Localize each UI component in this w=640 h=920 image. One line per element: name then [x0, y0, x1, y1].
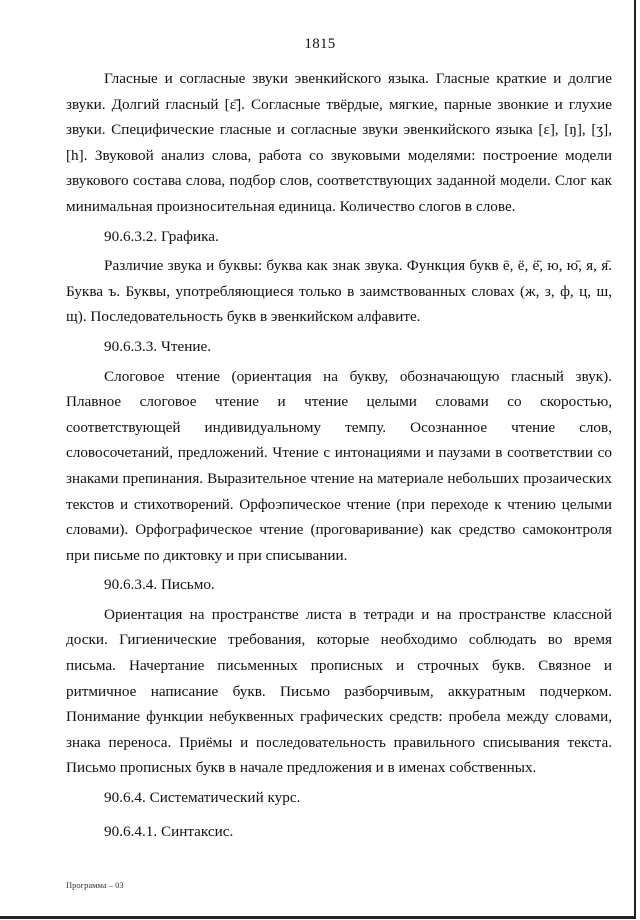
section-heading-systematic-course: 90.6.4. Систематический курс.: [104, 789, 301, 807]
paragraph-writing: Ориентация на пространстве листа в тетради и на пространстве классной доски. Гигиенические требования, которые необходимо соблюдать во время письма. Начертание письменных прописных и строчных букв. Связное и ритмичное написание букв. Письмо разборчивым, аккуратным подчерком. Понимание функции небуквенных графических средств: пробела между словами, знака переноса. Приёмы и последовательность правильного списывания текста. Письмо прописных букв в начале предложения и в именах собственных.: [66, 605, 612, 777]
paragraph-reading: Слоговое чтение (ориентация на букву, обозначающую гласный звук). Плавное слоговое чтение и чтение целыми словами со скоростью, соответствующей индивидуальному темпу. Осознанное чтение слов, словосочетаний, предложений. Чтение с интонациями и паузами в соответствии со знаками препинания. Выразительное чтение на материале небольших прозаических текстов и стихотворений. Орфоэпическое чтение (при переходе к чтению целыми словами). Орфографическое чтение (проговаривание) как средство самоконтроля при письме по диктовку и при списывании.: [66, 367, 612, 564]
page-footer: Программа – 03: [66, 880, 124, 890]
page-number: 1815: [304, 36, 336, 52]
section-heading-syntax: 90.6.4.1. Синтаксис.: [104, 822, 234, 840]
document-body: [66, 66, 612, 848]
section-heading-writing: 90.6.3.4. Письмо.: [104, 576, 215, 594]
paragraph-sounds: Гласные и согласные звуки эвенкийского языка. Гласные краткие и долгие звуки. Долгий гласный [ɛ̄]. Согласные твёрдые, мягкие, парные звонкие и глухие звуки. Специфические гласные и согласные звуки эвенкийского языка [ɛ], [ŋ], [ʒ], [h]. Звуковой анализ слова, работа со звуковыми моделями: построение модели звукового состава слова, подбор слов, соответствующих заданной модели. Слог как минимальная произносительная единица. Количество слогов в слове.: [66, 70, 612, 215]
paragraph-graphics: Различие звука и буквы: буква как знак звука. Функция букв ē, ё, ё̄, ю, ю̄, я, я̄. Буква ъ. Буквы, употребляющиеся только в заимствованных словах (ж, з, ф, ц, ш, щ). Последовательность букв в эвенкийском алфавите.: [66, 257, 612, 326]
section-heading-reading: 90.6.3.3. Чтение.: [104, 337, 211, 355]
section-heading-graphics: 90.6.3.2. Графика.: [104, 227, 219, 245]
